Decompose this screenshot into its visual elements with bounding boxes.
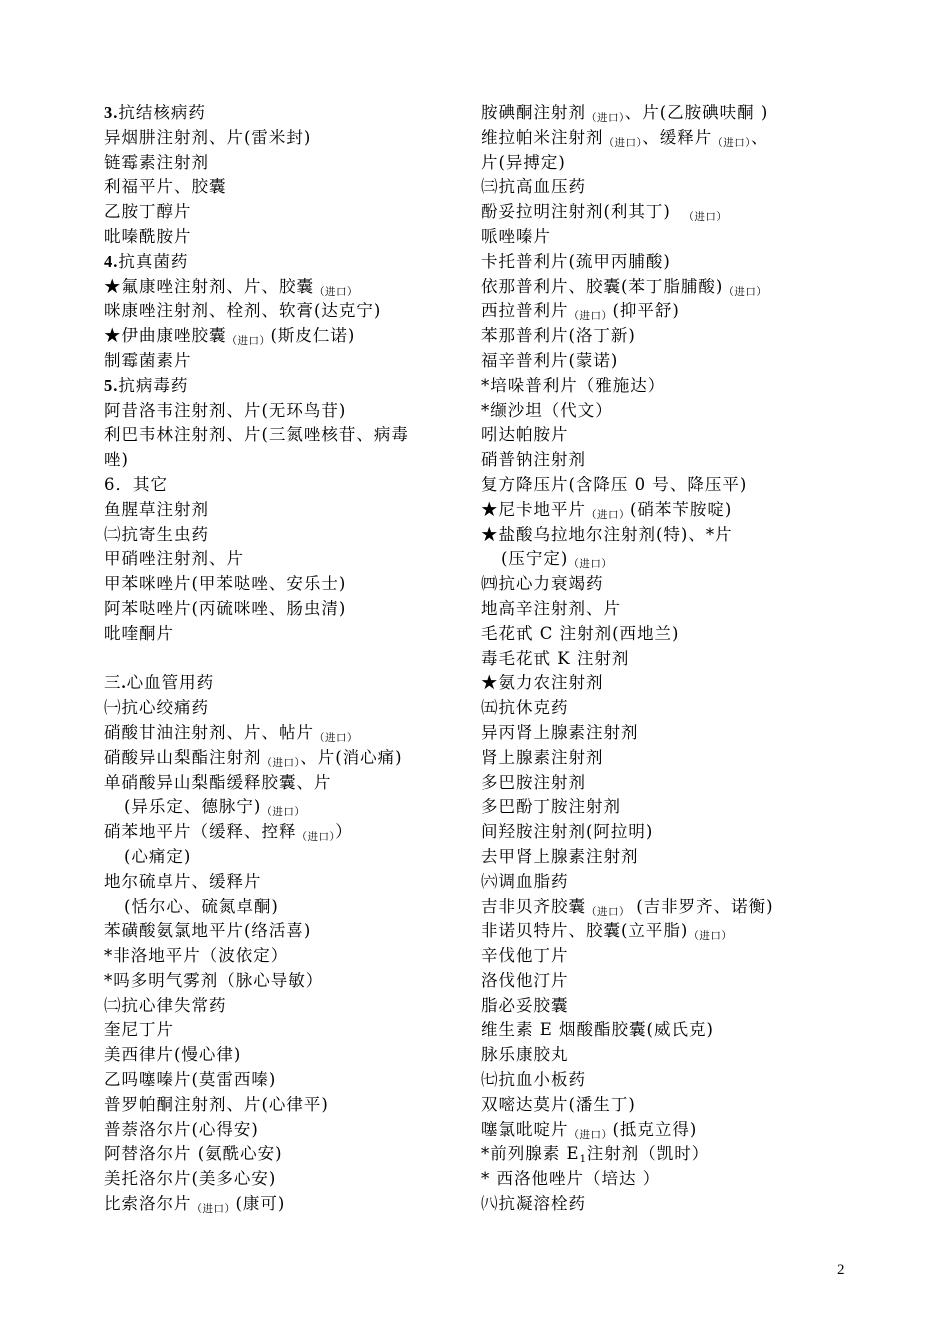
list-item: 非诺贝特片、胶囊(立平脂)（进口） (481, 921, 733, 943)
list-item: 乙吗噻嗪片(莫雷西嗪) (104, 1070, 277, 1090)
list-item: 甲苯咪唑片(甲苯哒唑、安乐士) (104, 574, 347, 594)
chapter-heading: 三.心血管用药 (104, 673, 215, 693)
list-item: (恬尔心、硫氮卓酮) (124, 896, 279, 916)
list-item: 苯磺酸氨氯地平片(络活喜) (104, 921, 312, 941)
list-item: 苯那普利片(洛丁新) (481, 326, 636, 346)
list-item: 乙胺丁醇片 (104, 202, 192, 222)
subsection-heading: ㈢抗高血压药 (481, 177, 586, 197)
list-item: 普萘洛尔片(心得安) (104, 1119, 259, 1139)
list-item: 咪康唑注射剂、栓剂、软膏(达克宁) (104, 301, 382, 321)
list-item: 卡托普利片(巯甲丙脯酸) (481, 251, 671, 271)
list-item: 美西律片(慢心律) (104, 1045, 242, 1065)
list-item: 硝普钠注射剂 (481, 450, 586, 470)
section-heading: 5.抗病毒药 (104, 375, 189, 395)
list-item: 利福平片、胶囊 (104, 177, 227, 197)
list-item: *培哚普利片（雅施达） (481, 375, 666, 395)
list-item: 间羟胺注射剂(阿拉明) (481, 822, 654, 842)
list-item: 地高辛注射剂、片 (481, 598, 621, 618)
list-item: *缬沙坦（代文） (481, 400, 613, 420)
list-item: 脂必妥胶囊 (481, 995, 569, 1015)
list-item: 硝酸异山梨酯注射剂（进口）、片(消心痛) (104, 747, 403, 769)
list-item: ★盐酸乌拉地尔注射剂(特)、*片 (481, 524, 733, 544)
list-item: 硝苯地平片（缓释、控释（进口）） (104, 822, 353, 844)
list-item: *吗多明气雾剂（脉心导敏） (104, 970, 324, 990)
list-item: 吡嗪酰胺片 (104, 226, 192, 246)
list-item: 异丙肾上腺素注射剂 (481, 722, 639, 742)
list-item: 利巴韦林注射剂、片(三氮唑核苷、病毒 (104, 425, 409, 445)
subsection-heading: ㈧抗凝溶栓药 (481, 1194, 586, 1214)
list-item: 复方降压片(含降压 0 号、降压平) (481, 474, 748, 494)
list-item: 多巴胺注射剂 (481, 772, 586, 792)
list-item: 吲达帕胺片 (481, 425, 569, 445)
list-item: 胺碘酮注射剂（进口）、片(乙胺碘呋酮 ) (481, 103, 769, 124)
list-item: 鱼腥草注射剂 (104, 499, 209, 519)
list-item: 去甲肾上腺素注射剂 (481, 846, 639, 866)
list-item: ★氟康唑注射剂、片、胶囊（进口） (104, 276, 358, 298)
blank-line (104, 647, 474, 672)
list-item: ★尼卡地平片（进口）(硝苯苄胺啶) (481, 499, 733, 521)
list-item: 哌唑嗪片 (481, 226, 551, 246)
subsection-heading: ㈡抗寄生虫药 (104, 524, 209, 544)
list-item: *非洛地平片（波依定） (104, 946, 289, 966)
list-item: 单硝酸异山梨酯缓释胶囊、片 (104, 772, 332, 792)
subsection-heading: ㈦抗血小板药 (481, 1070, 586, 1090)
right-column (481, 101, 851, 1217)
list-item: 维拉帕米注射剂（进口）、缓释片（进口）、 (481, 127, 769, 149)
list-item: (压宁定)（进口） (501, 549, 613, 571)
left-column (104, 101, 474, 1217)
list-item: 链霉素注射剂 (104, 152, 209, 172)
list-item: 异烟肼注射剂、片(雷米封) (104, 127, 312, 147)
list-item: 酚妥拉明注射剂(利其丁) （进口） (481, 202, 728, 224)
list-item: 肾上腺素注射剂 (481, 747, 604, 767)
list-item: (心痛定) (124, 846, 192, 866)
list-item: 地尔硫卓片、缓释片 (104, 871, 262, 891)
list-item: ★氨力农注射剂 (481, 673, 604, 693)
list-item: 阿昔洛韦注射剂、片(无环鸟苷) (104, 400, 347, 420)
list-item: 唑) (104, 450, 129, 470)
list-item: 西拉普利片（进口）(抑平舒) (481, 301, 680, 323)
list-item: 双嘧达莫片(潘生丁) (481, 1094, 636, 1114)
list-item: 吡喹酮片 (104, 623, 174, 643)
list-item: 噻氯吡啶片（进口）(抵克立得) (481, 1119, 698, 1141)
list-item: 依那普利片、胶囊(苯丁脂脯酸)（进口） (481, 276, 768, 298)
section-heading: 3.抗结核病药 (104, 103, 206, 122)
list-item: * 西洛他唑片（培达 ） (481, 1169, 661, 1189)
list-item: 福辛普利片(蒙诺) (481, 350, 619, 370)
list-item: 多巴酚丁胺注射剂 (481, 797, 621, 817)
list-item: 吉非贝齐胶囊（进口） (吉非罗齐、诺衡) (481, 896, 774, 918)
list-item: 洛伐他汀片 (481, 970, 569, 990)
section-heading: 6．其它 (104, 474, 168, 494)
list-item: 普罗帕酮注射剂、片(心律平) (104, 1094, 329, 1114)
list-item: ★伊曲康唑胶囊（进口）(斯皮仁诺) (104, 326, 356, 348)
list-item: 阿苯哒唑片(丙硫咪唑、肠虫清) (104, 598, 347, 618)
subsection-heading: ㈣抗心力衰竭药 (481, 574, 604, 594)
page-number: 2 (837, 1262, 845, 1278)
list-item: 辛伐他丁片 (481, 946, 569, 966)
list-item: 甲硝唑注射剂、片 (104, 549, 244, 569)
subsection-heading: ㈤抗休克药 (481, 698, 569, 718)
list-item: 硝酸甘油注射剂、片、帖片（进口） (104, 722, 358, 744)
subsection-heading: ㈥调血脂药 (481, 871, 569, 891)
list-item: 阿替洛尔片 (氨酰心安) (104, 1144, 283, 1164)
list-item: 脉乐康胶丸 (481, 1045, 569, 1065)
list-item: 片(异搏定) (481, 152, 566, 172)
list-item: 毛花甙 C 注射剂(西地兰) (481, 623, 680, 643)
section-heading: 4.抗真菌药 (104, 251, 189, 271)
list-item: 美托洛尔片(美多心安) (104, 1169, 277, 1189)
subsection-heading: ㈠抗心绞痛药 (104, 698, 209, 718)
list-item: 毒毛花甙 K 注射剂 (481, 648, 630, 668)
list-item: (异乐定、德脉宁)（进口） (124, 797, 306, 819)
list-item: 制霉菌素片 (104, 350, 192, 370)
list-item: *前列腺素 E1注射剂（凯时） (481, 1144, 710, 1166)
list-item: 比索洛尔片（进口）(康可) (104, 1194, 286, 1216)
subsection-heading: ㈡抗心律失常药 (104, 995, 227, 1015)
list-item: 维生素 E 烟酸酯胶囊(威氏克) (481, 1020, 714, 1040)
list-item: 奎尼丁片 (104, 1020, 174, 1040)
